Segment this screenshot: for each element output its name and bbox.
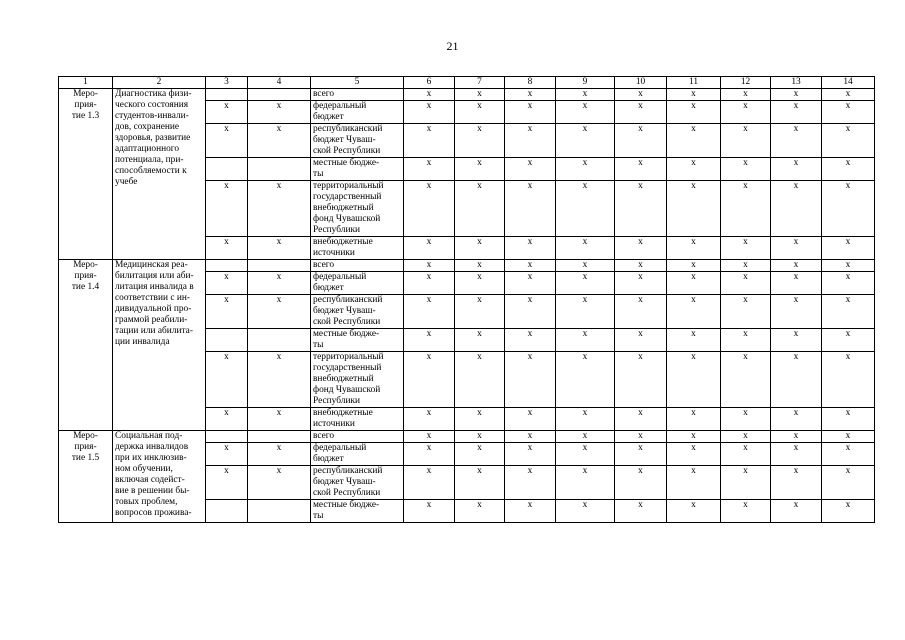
table-row [59, 89, 875, 101]
cell-col4: x [248, 124, 311, 158]
value-cell: x [505, 101, 556, 124]
value-cell: x [505, 443, 556, 466]
value-cell: x [455, 260, 505, 272]
value-cell: x [721, 158, 771, 181]
value-cell: x [615, 272, 667, 295]
funding-source: местные бюдже- ты [311, 158, 404, 181]
value-cell: x [556, 408, 615, 431]
value-cell: x [404, 181, 455, 237]
cell-col3 [206, 260, 248, 272]
value-cell: x [505, 408, 556, 431]
column-header: 8 [505, 77, 556, 89]
value-cell: x [556, 260, 615, 272]
value-cell: x [404, 101, 455, 124]
value-cell: x [615, 158, 667, 181]
value-cell: x [771, 329, 822, 352]
value-cell: x [556, 272, 615, 295]
cell-col4: x [248, 408, 311, 431]
cell-col3 [206, 89, 248, 101]
value-cell: x [721, 181, 771, 237]
cell-col3: x [206, 466, 248, 500]
value-cell: x [771, 101, 822, 124]
funding-source: республиканский бюджет Чуваш- ской Республики [311, 466, 404, 500]
cell-col3: x [206, 408, 248, 431]
value-cell: x [822, 466, 875, 500]
value-cell: x [455, 431, 505, 443]
value-cell: x [455, 500, 505, 523]
value-cell: x [556, 237, 615, 260]
cell-col4: x [248, 295, 311, 329]
value-cell: x [404, 466, 455, 500]
funding-source: территориальный государственный внебюджетный фонд Чувашской Республики [311, 181, 404, 237]
value-cell: x [822, 237, 875, 260]
column-header: 3 [206, 77, 248, 89]
activity-code: Меро- прия- тие 1.3 [59, 89, 113, 260]
value-cell: x [771, 181, 822, 237]
value-cell: x [505, 431, 556, 443]
value-cell: x [721, 329, 771, 352]
cell-col4: x [248, 443, 311, 466]
value-cell: x [667, 181, 721, 237]
value-cell: x [771, 89, 822, 101]
value-cell: x [667, 260, 721, 272]
cell-col4: x [248, 352, 311, 408]
program-table [58, 76, 875, 523]
value-cell: x [455, 329, 505, 352]
value-cell: x [667, 500, 721, 523]
value-cell: x [822, 352, 875, 408]
value-cell: x [615, 237, 667, 260]
value-cell: x [556, 158, 615, 181]
value-cell: x [556, 500, 615, 523]
value-cell: x [404, 443, 455, 466]
value-cell: x [771, 500, 822, 523]
value-cell: x [771, 237, 822, 260]
cell-col4: x [248, 466, 311, 500]
value-cell: x [771, 431, 822, 443]
column-header: 2 [113, 77, 206, 89]
value-cell: x [455, 89, 505, 101]
header-row [59, 77, 875, 89]
value-cell: x [667, 124, 721, 158]
value-cell: x [505, 329, 556, 352]
value-cell: x [505, 181, 556, 237]
cell-col4 [248, 329, 311, 352]
value-cell: x [822, 158, 875, 181]
value-cell: x [667, 352, 721, 408]
value-cell: x [667, 466, 721, 500]
value-cell: x [721, 352, 771, 408]
value-cell: x [615, 181, 667, 237]
value-cell: x [771, 352, 822, 408]
cell-col3 [206, 158, 248, 181]
value-cell: x [505, 295, 556, 329]
value-cell: x [455, 352, 505, 408]
cell-col4: x [248, 101, 311, 124]
value-cell: x [822, 295, 875, 329]
cell-col3 [206, 431, 248, 443]
value-cell: x [404, 89, 455, 101]
value-cell: x [404, 237, 455, 260]
value-cell: x [455, 443, 505, 466]
cell-col3: x [206, 124, 248, 158]
value-cell: x [667, 237, 721, 260]
funding-source: всего [311, 260, 404, 272]
funding-source: внебюджетные источники [311, 237, 404, 260]
value-cell: x [615, 443, 667, 466]
value-cell: x [615, 295, 667, 329]
value-cell: x [404, 158, 455, 181]
value-cell: x [404, 272, 455, 295]
value-cell: x [667, 158, 721, 181]
funding-source: федеральный бюджет [311, 272, 404, 295]
cell-col3: x [206, 352, 248, 408]
cell-col4: x [248, 272, 311, 295]
value-cell: x [822, 329, 875, 352]
value-cell: x [721, 89, 771, 101]
activity-code: Меро- прия- тие 1.5 [59, 431, 113, 523]
activity-description: Социальная под- держка инвалидов при их инклюзив- ном обучении, включая содейст- вие в решении бы- товых проблем, вопросов прожива- [113, 431, 206, 523]
value-cell: x [822, 101, 875, 124]
value-cell: x [721, 237, 771, 260]
value-cell: x [455, 408, 505, 431]
value-cell: x [667, 272, 721, 295]
value-cell: x [667, 101, 721, 124]
value-cell: x [556, 295, 615, 329]
activity-description: Медицинская реа- билитация или аби- литация инвалида в соответствии с ин- дивидуальной про- граммой реабили- тации или абилита- ции инвалида [113, 260, 206, 431]
value-cell: x [667, 431, 721, 443]
value-cell: x [556, 124, 615, 158]
value-cell: x [404, 408, 455, 431]
activity-code: Меро- прия- тие 1.4 [59, 260, 113, 431]
value-cell: x [822, 500, 875, 523]
value-cell: x [455, 237, 505, 260]
value-cell: x [822, 260, 875, 272]
value-cell: x [505, 500, 556, 523]
table-row [59, 431, 875, 443]
funding-source: внебюджетные источники [311, 408, 404, 431]
funding-source: территориальный государственный внебюджетный фонд Чувашской Республики [311, 352, 404, 408]
value-cell: x [505, 158, 556, 181]
value-cell: x [822, 181, 875, 237]
value-cell: x [667, 295, 721, 329]
value-cell: x [822, 443, 875, 466]
value-cell: x [556, 443, 615, 466]
value-cell: x [822, 431, 875, 443]
value-cell: x [771, 295, 822, 329]
value-cell: x [771, 408, 822, 431]
value-cell: x [771, 272, 822, 295]
value-cell: x [667, 443, 721, 466]
value-cell: x [615, 260, 667, 272]
value-cell: x [455, 101, 505, 124]
value-cell: x [404, 431, 455, 443]
value-cell: x [771, 124, 822, 158]
value-cell: x [615, 89, 667, 101]
column-header: 14 [822, 77, 875, 89]
value-cell: x [721, 295, 771, 329]
value-cell: x [771, 443, 822, 466]
value-cell: x [721, 466, 771, 500]
column-header: 9 [556, 77, 615, 89]
value-cell: x [455, 272, 505, 295]
value-cell: x [455, 181, 505, 237]
cell-col3: x [206, 181, 248, 237]
cell-col3: x [206, 101, 248, 124]
column-header: 12 [721, 77, 771, 89]
cell-col3: x [206, 237, 248, 260]
column-header: 13 [771, 77, 822, 89]
cell-col3: x [206, 295, 248, 329]
value-cell: x [556, 89, 615, 101]
value-cell: x [721, 124, 771, 158]
value-cell: x [615, 466, 667, 500]
cell-col4: x [248, 181, 311, 237]
value-cell: x [822, 272, 875, 295]
value-cell: x [615, 408, 667, 431]
value-cell: x [615, 431, 667, 443]
page-number: 21 [446, 39, 459, 53]
value-cell: x [556, 181, 615, 237]
cell-col4 [248, 260, 311, 272]
value-cell: x [505, 352, 556, 408]
cell-col3 [206, 500, 248, 523]
value-cell: x [615, 124, 667, 158]
cell-col4 [248, 158, 311, 181]
cell-col4 [248, 89, 311, 101]
column-header: 5 [311, 77, 404, 89]
value-cell: x [455, 158, 505, 181]
value-cell: x [505, 124, 556, 158]
value-cell: x [505, 466, 556, 500]
cell-col4: x [248, 237, 311, 260]
column-header: 11 [667, 77, 721, 89]
value-cell: x [721, 101, 771, 124]
value-cell: x [556, 329, 615, 352]
value-cell: x [721, 500, 771, 523]
value-cell: x [505, 272, 556, 295]
value-cell: x [822, 124, 875, 158]
value-cell: x [404, 260, 455, 272]
value-cell: x [505, 237, 556, 260]
value-cell: x [721, 272, 771, 295]
activity-description: Диагностика физи- ческого состояния студентов-инвали- дов, сохранение здоровья, развитие адаптационного потенциала, при- способляемости к учебе [113, 89, 206, 260]
value-cell: x [556, 352, 615, 408]
value-cell: x [404, 295, 455, 329]
funding-source: федеральный бюджет [311, 101, 404, 124]
value-cell: x [455, 466, 505, 500]
value-cell: x [404, 500, 455, 523]
value-cell: x [721, 260, 771, 272]
cell-col3: x [206, 272, 248, 295]
value-cell: x [556, 431, 615, 443]
column-header: 1 [59, 77, 113, 89]
funding-source: местные бюдже- ты [311, 329, 404, 352]
value-cell: x [615, 329, 667, 352]
funding-source: местные бюдже- ты [311, 500, 404, 523]
value-cell: x [556, 466, 615, 500]
value-cell: x [771, 158, 822, 181]
funding-source: республиканский бюджет Чуваш- ской Республики [311, 124, 404, 158]
value-cell: x [771, 260, 822, 272]
value-cell: x [556, 101, 615, 124]
cell-col4 [248, 431, 311, 443]
cell-col3 [206, 329, 248, 352]
funding-source: всего [311, 89, 404, 101]
value-cell: x [771, 466, 822, 500]
value-cell: x [404, 124, 455, 158]
value-cell: x [822, 89, 875, 101]
funding-source: федеральный бюджет [311, 443, 404, 466]
value-cell: x [455, 295, 505, 329]
value-cell: x [404, 352, 455, 408]
cell-col4 [248, 500, 311, 523]
value-cell: x [721, 431, 771, 443]
value-cell: x [667, 89, 721, 101]
column-header: 4 [248, 77, 311, 89]
funding-source: всего [311, 431, 404, 443]
value-cell: x [615, 352, 667, 408]
cell-col3: x [206, 443, 248, 466]
value-cell: x [455, 124, 505, 158]
value-cell: x [822, 408, 875, 431]
column-header: 10 [615, 77, 667, 89]
column-header: 6 [404, 77, 455, 89]
value-cell: x [505, 260, 556, 272]
value-cell: x [721, 408, 771, 431]
value-cell: x [667, 408, 721, 431]
value-cell: x [615, 101, 667, 124]
column-header: 7 [455, 77, 505, 89]
value-cell: x [721, 443, 771, 466]
value-cell: x [505, 89, 556, 101]
table-row [59, 260, 875, 272]
funding-source: республиканский бюджет Чуваш- ской Республики [311, 295, 404, 329]
value-cell: x [404, 329, 455, 352]
value-cell: x [615, 500, 667, 523]
value-cell: x [667, 329, 721, 352]
